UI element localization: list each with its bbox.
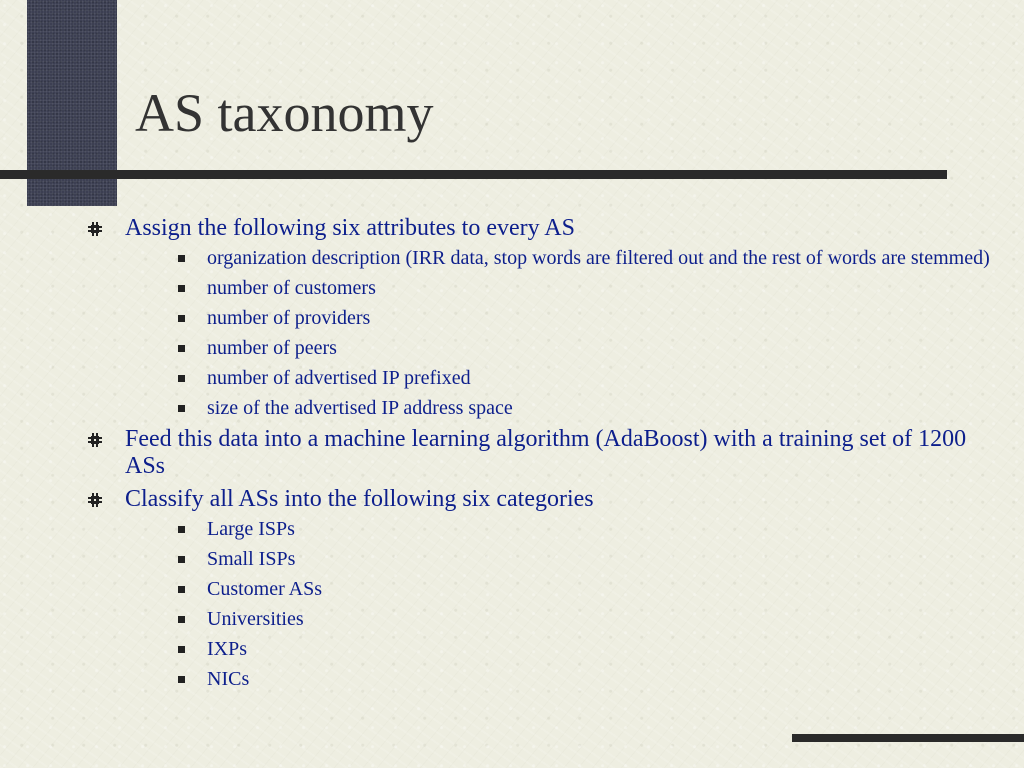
hash-square-bullet-icon [88, 493, 102, 507]
bullet-text: Feed this data into a machine learning algorithm (AdaBoost) with a training set of 1200 ASs [125, 426, 967, 479]
square-bullet-icon [178, 375, 185, 382]
list-item: number of providers [125, 306, 998, 330]
attribute-list [125, 246, 998, 420]
bullet-classify [88, 486, 998, 691]
square-bullet-icon [178, 646, 185, 653]
hash-square-bullet-icon [88, 222, 102, 236]
list-item: NICs [125, 667, 998, 691]
list-item: number of advertised IP prefixed [125, 366, 998, 390]
square-bullet-icon [178, 616, 185, 623]
list-item: Large ISPs [125, 517, 998, 541]
list-item: number of peers [125, 336, 998, 360]
square-bullet-icon [178, 285, 185, 292]
square-bullet-icon [178, 255, 185, 262]
square-bullet-icon [178, 526, 185, 533]
list-item: organization description (IRR data, stop words are filtered out and the rest of words are stemmed) [125, 246, 998, 270]
list-item: Customer ASs [125, 577, 998, 601]
bottom-corner-rule [792, 734, 1024, 742]
list-item: Universities [125, 607, 998, 631]
square-bullet-icon [178, 676, 185, 683]
category-list [125, 517, 998, 691]
square-bullet-icon [178, 556, 185, 563]
square-bullet-icon [178, 345, 185, 352]
slide-title: AS taxonomy [135, 83, 434, 143]
list-item: size of the advertised IP address space [125, 396, 998, 420]
title-underline-rule [0, 170, 947, 179]
square-bullet-icon [178, 586, 185, 593]
bullet-text: Classify all ASs into the following six categories [125, 486, 594, 512]
list-item: IXPs [125, 637, 998, 661]
square-bullet-icon [178, 315, 185, 322]
bullet-text: Assign the following six attributes to every AS [125, 215, 575, 241]
hash-square-bullet-icon [88, 433, 102, 447]
bullet-assign-attributes [88, 215, 998, 420]
slide-body [88, 215, 998, 691]
list-item: Small ISPs [125, 547, 998, 571]
square-bullet-icon [178, 405, 185, 412]
list-item: number of customers [125, 276, 998, 300]
bullet-machine-learning [88, 426, 998, 480]
